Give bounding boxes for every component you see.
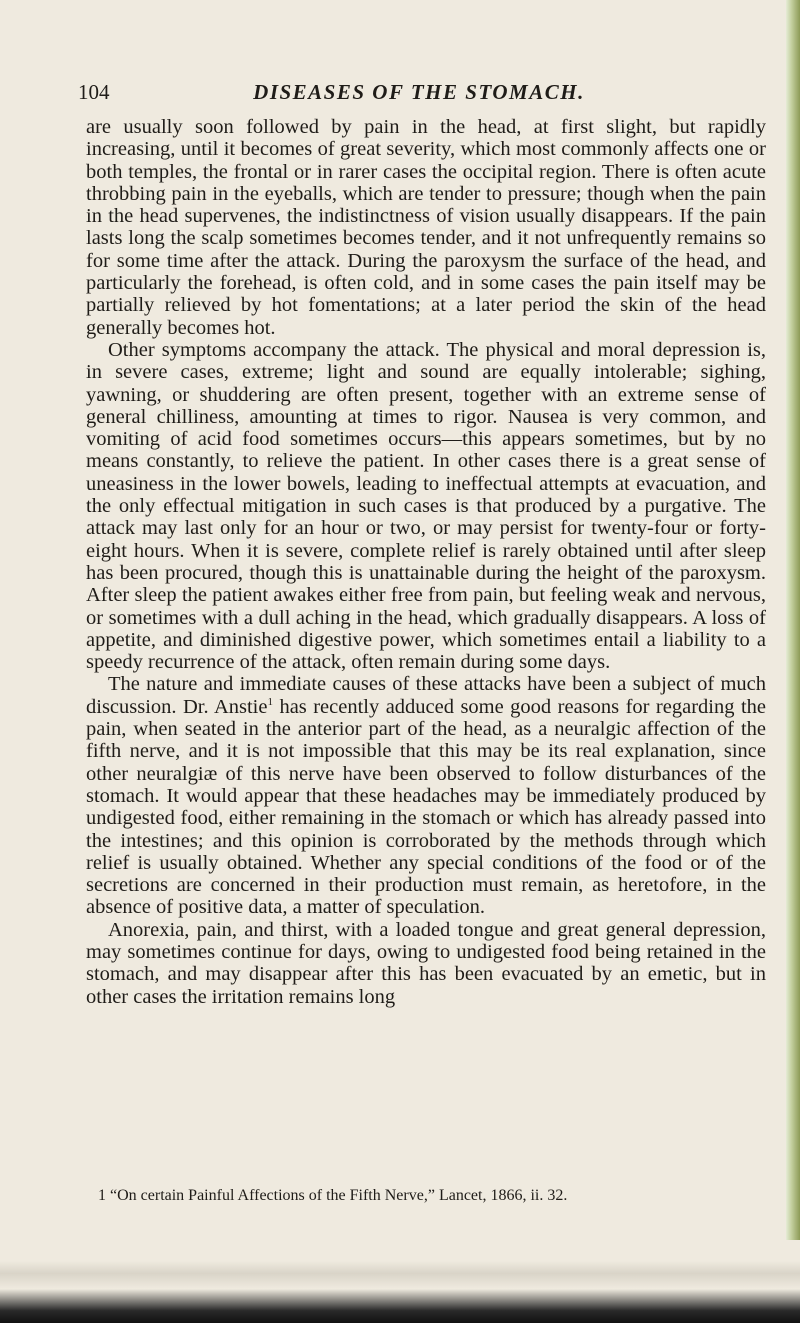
paragraph-3-end: has recently adduced some good reasons for regarding the pain, when seated in the anterior part of the head, as a neuralgic affection of the fifth nerve, and it is not impossible that this may be its real explanation, since other neuralgiæ of this nerve have been observed to follow disturbances of the stomach. It would appear that these headaches may be immediately produced by undigested food, either remaining in the stomach or which has already passed into the intestines; and this opinion is corroborated by the methods through which relief is usually obtained. Whether any special conditions of the food or of the secretions are concerned in their production must remain, as heretofore, in the absence of positive data, a matter of speculation. (86, 695, 766, 919)
paragraph-4: Anorexia, pain, and thirst, with a loaded tongue and great general depression, may sometimes continue for days, owing to undigested food being retained in the stomach, and may disappear after this has been evacuated by an emetic, but in other cases the irritation remains long (86, 918, 766, 1008)
paragraph-3 (86, 673, 766, 918)
page-number: 104 (78, 80, 110, 104)
paragraph-1: are usually soon followed by pain in the head, at first slight, but rapidly increasing, until it becomes of great severity, which most commonly affects one or both temples, the frontal or in rarer cases the occipital region. There is often acute throbbing pain in the eyeballs, which are tender to pressure; though when the pain in the head supervenes, the indistinctness of vision usually disappears. If the pain lasts long the scalp sometimes becomes tender, and it not unfrequently remains so for some time after the attack. During the paroxysm the surface of the head, and particularly the forehead, is often cold, and in some cases the pain itself may be partially relieved by hot fomentations; at a later period the skin of the head generally becomes hot. (86, 116, 766, 339)
footnote-reference: 1 (267, 695, 273, 708)
page-bottom-edge (0, 1261, 800, 1323)
page-header (78, 80, 760, 108)
page-edge-binding (786, 0, 800, 1240)
paragraph-2: Other symptoms accompany the attack. The physical and moral depression is, in severe cases, extreme; light and sound are equally intolerable; sighing, yawning, or shuddering are often present, together with an extreme sense of general chilliness, amounting at times to rigor. Nausea is very common, and vomiting of acid food sometimes occurs—this appears sometimes, but by no means constantly, to relieve the patient. In other cases there is a great sense of uneasiness in the lower bowels, leading to ineffectual attempts at evacuation, and the only effectual mitigation in such cases is that produced by a purgative. The attack may last only for an hour or two, or may persist for twenty-four or forty-eight hours. When it is severe, complete relief is rarely obtained until after sleep has been procured, though this is unattainable during the height of the paroxysm. After sleep the patient awakes either free from pain, but feeling weak and nervous, or sometimes with a dull aching in the head, which gradually disappears. A loss of appetite, and diminished digestive power, which sometimes entail a liability to a speedy recurrence of the attack, often remain during some days. (86, 338, 766, 674)
body-text (86, 116, 766, 1008)
paragraph-3-start: The nature and immediate causes of these attacks have been a subject of much discussion. Dr. Anstie (86, 673, 766, 718)
running-title: DISEASES OF THE STOMACH. (253, 80, 585, 104)
footnote: 1 “On certain Painful Affections of the Fifth Nerve,” Lancet, 1866, ii. 32. (98, 1187, 568, 1204)
